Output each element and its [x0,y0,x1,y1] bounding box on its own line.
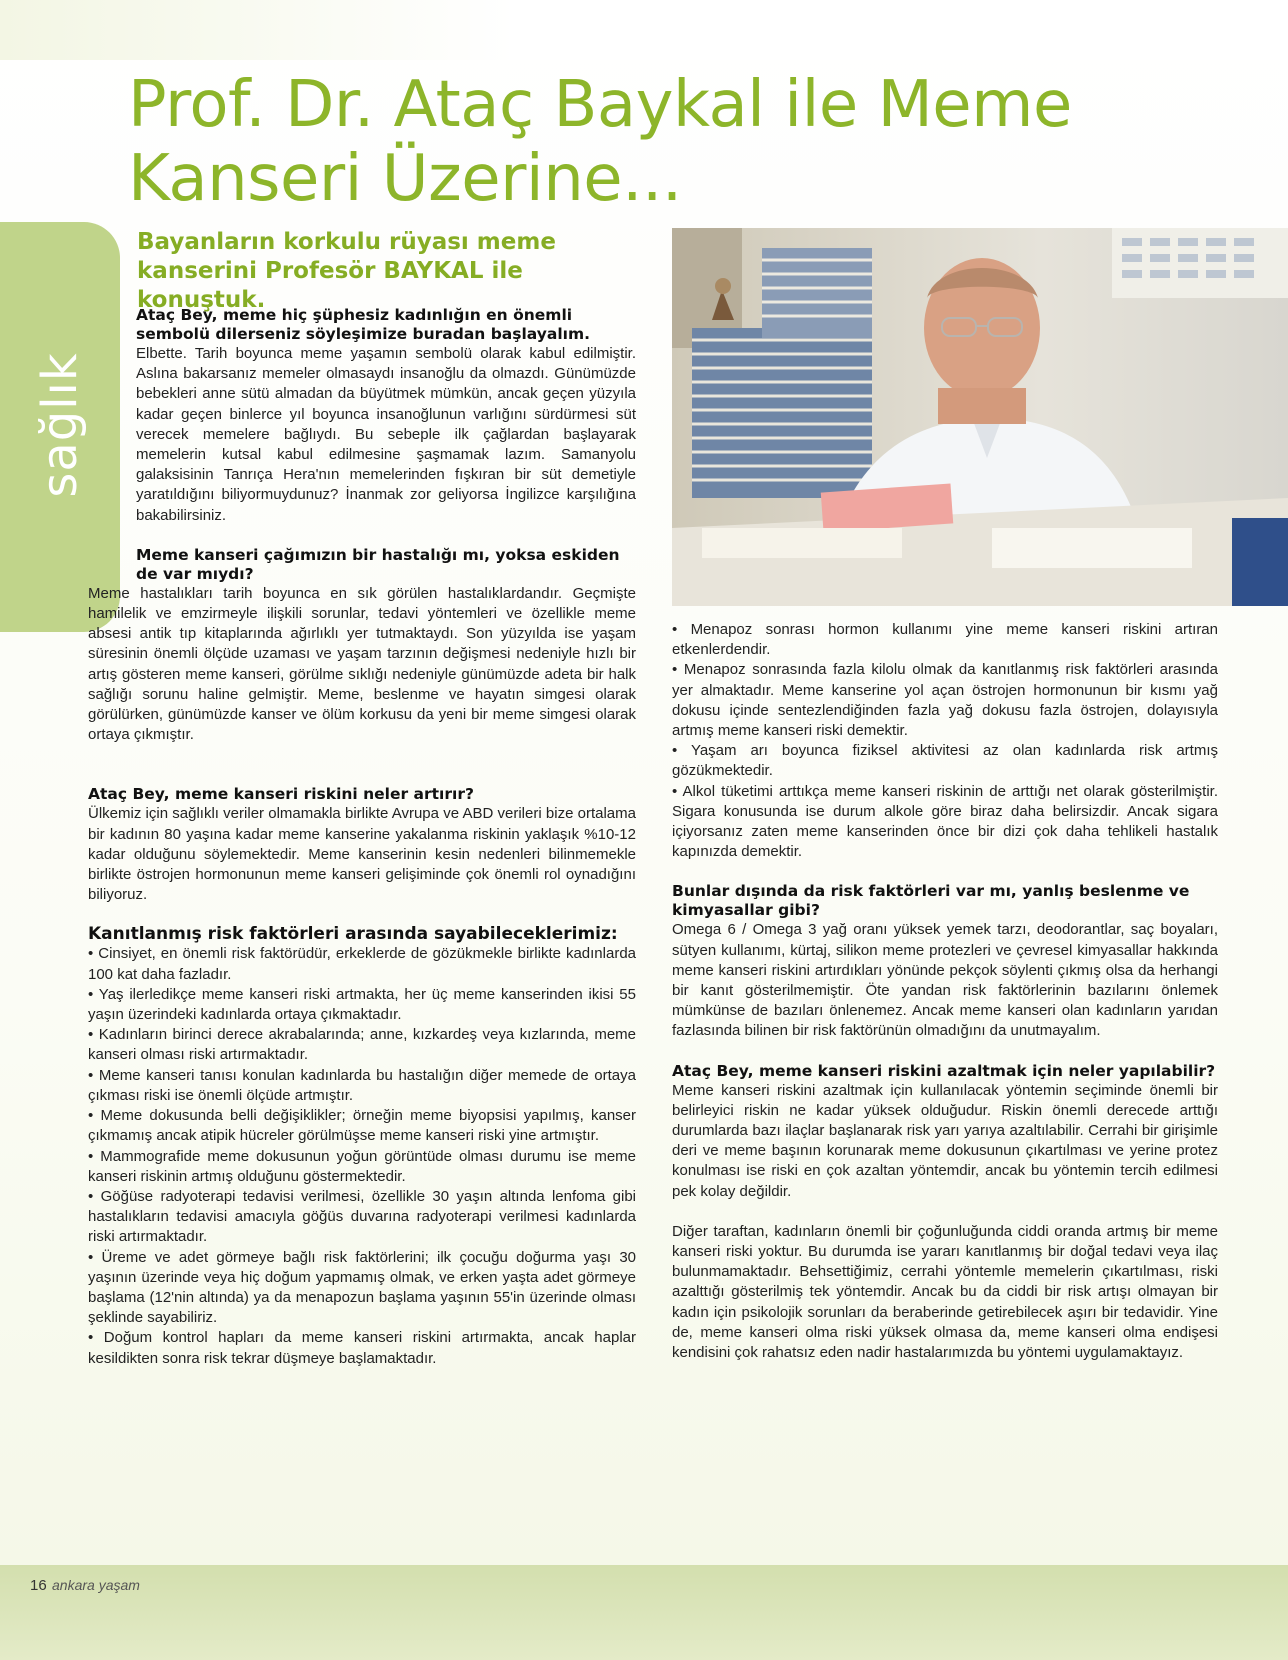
list-item: • Menapoz sonrasında fazla kilolu olmak da kanıtlanmış risk faktörleri arasında yer almaktadır. Meme kanserine yol açan östrojen hormonunun bir kısmı yağ dokusu içinde sentezlendiğinden fazla yağ dokusu fazla östrojen, dolayısıyla artmış meme kanseri riski demektir. [672,660,1218,741]
spacer [88,905,636,925]
answer-5: Omega 6 / Omega 3 yağ oranı yüksek yemek tarzı, deodorantlar, saç boyaları, sütyen kullanımı, kürtaj, silikon meme protezleri ve çevresel kimyasallar hakkında meme kanseri riskini artırdıkları yönünde pekçok söylenti çıkmış olsa da herhangi bir kanıt gösterilmemiştir. Öte yandan risk faktörlerinin bazılarını önlemek mümkünse de bazıları önlenemez. Ancak meme kanseri olan kadınların yarıdan fazlasında bilinen bir risk faktörünün olmadığını da unutmayalım. [672,921,1218,1040]
answer-1: Elbette. Tarih boyunca meme yaşamın sembolü olarak kabul edilmiştir. Aslına bakarsanız memeler olmasaydı insanoğlu da olmazdı. Günümüzde bebekleri anne sütü almadan da büyütmek mümkün, ancak geçen yüzyıla kadar geçen binlerce yıl boyunca insanoğlunun varlığını sürdürmesi süt verecek memelere bağlıydı. Bu sebeple ilk çağlardan başlayarak memelerin kutsal kabul edilmesine şaşmamak lazım. Samanyolu galaksisinin Tanrıça Hera'nın memelerinden fışkıran bir süt demetiyle yaratıldığını biliyormuydunuz? İnanmak zor geliyorsa İngilizce karşılığına bakabilirsiniz. [136,345,636,524]
list-item: • Alkol tüketimi arttıkça meme kanseri riskinin de arttığı net olarak gösterilmiştir. Sigara konusunda ise durum alkole göre biraz daha belirsizdir. Ancak sigara içiyorsanız zaten meme kanserinden önce bir dizi çok daha tehlikeli hastalık kapınızda demektir. [672,782,1218,863]
article-lede: Bayanların korkulu rüyası meme kanserini Profesör BAYKAL ile konuştuk. [137,229,556,313]
list-item: • Menapoz sonrası hormon kullanımı yine meme kanseri riskini artıran etkenlerdendir. [672,620,1218,660]
question-6: Ataç Bey, meme kanseri riskini azaltmak için neler yapılabilir? [672,1061,1216,1080]
magazine-name: ankara yaşam [52,1577,140,1593]
answer-3: Ülkemiz için sağlıklı veriler olmamakla birlikte Avrupa ve ABD verileri bize ortalama bir kadının 80 yaşına kadar meme kanserine yakalanma riskinin yaklaşık %10-12 kadar olduğunu söylemektedir. Meme kanserinin kesin nedenleri bilinmemekle birlikte östrojen hormonunun meme kanseri gelişiminde çok önemli rol oynadığını biliyoruz. [88,805,636,904]
question-1: Ataç Bey, meme hiç şüphesiz kadınlığın en önemli sembolü dilerseniz söyleşimize buradan başlayalım. [136,306,591,343]
section-tab-label: sağlık [32,352,88,498]
spacer [88,745,636,765]
question-4: Kanıtlanmış risk faktörleri arasında sayabileceklerimiz: [88,924,618,945]
portrait-photo-icon [672,228,1288,606]
portrait-photo [672,228,1288,606]
spacer [136,526,636,546]
answer-6: Meme kanseri riskini azaltmak için kullanılacak yöntemin seçiminde önemli bir belirleyici riskin ne kadar yüksek olduğudur. Riskin önemli derecede arttığı durumlarda bazı ilaçlar başlanarak risk yarı yarıya azaltılabilir. Cerrahi bir girişimle deri ve meme başının korunarak meme dokusunun çıkartılması ve yerine protez konulması ise riski en çok azaltan yöntemdir, ancak bu yöntemin tercih edilmesi pek kolay değildir. [672,1081,1218,1200]
list-item: • Meme dokusunda belli değişiklikler; örneğin meme biyopsisi yapılmış, kanser çıkmamış ancak atipik hücreler görülmüşse meme kanseri riski yine artmıştır. [88,1106,636,1146]
left-column [88,306,636,1369]
list-item: • Mammografide meme dokusunun yoğun görüntüde olması durumu ise meme kanseri riskinin artmış olduğunu göstermektedir. [88,1147,636,1187]
list-item: • Yaşam arı boyunca fiziksel aktivitesi az olan kadınlarda risk artmış gözükmektedir. [672,741,1218,781]
list-item: • Göğüse radyoterapi tedavisi verilmesi, özellikle 30 yaşın altında lenfoma gibi hastalıkların tedavisi amacıyla göğüs duvarına radyoterapi verilmesi kadınlarda riski artırmaktadır. [88,1187,636,1248]
answer-7: Diğer taraftan, kadınların önemli bir çoğunluğunda ciddi oranda artmış bir meme kanseri riski yoktur. Bu durumda ise yararı kanıtlanmış bir doğal tedavi veya ilaç bulunmamaktadır. Behsettiğimiz, cerrahi yöntemle memelerin çıkartılması, riski azalttığı gösterilmiş tek yöntemdir. Ancak bu da ciddi bir risk artışı olmayan bir kadın için psikolojik sorunları da beraberinde getirebilecek aşırı bir tedavidir. Yine de, meme kanseri olma riski yüksek olmasa da, meme kanseri olma endişesi kendisini çok rahatsız eden nadir hastalarımızda bu yöntemi uygulamaktayız. [672,1222,1218,1362]
article-title: Prof. Dr. Ataç Baykal ile Meme Kanseri Üzerine... [128,68,1072,216]
spacer [672,1202,1218,1222]
answer-2: Meme hastalıkları tarih boyunca en sık görülen hastalıklardandır. Geçmişte hamilelik ve emzirmeyle ilişkili sorunlar, tedavi yöntemleri ve özellikle meme absesi antik tıp kitaplarında ağırlıklı yer tutmaktaydı. Son yüzyılda ise yaşam süresinin önemli ölçüde uzaması ve yaşam tarzının değişmesi nedeniyle hızlı bir artış gösteren meme kanseri, görülme sıklığı nedeniyle günümüzde adeta bir halk sağlığı sorunu haline gelmiştir. Meme, beslenme ve hayatın simgesi olarak görülürken, günümüzde kanser ve ölüm korkusu da yeni bir meme simgesi olarak ortaya çıkmıştır. [88,584,636,744]
spacer [672,1042,1218,1062]
list-item: • Doğum kontrol hapları da meme kanseri riskini artırmakta, ancak haplar kesildikten sonra risk tekrar düşmeye başlamaktadır. [88,1328,636,1368]
list-item: • Kadınların birinci derece akrabalarında; anne, kızkardeş veya kızlarında, meme kanseri olması riski artırmaktadır. [88,1025,636,1065]
top-band [0,0,1288,60]
page-number: 16 [30,1577,47,1594]
list-item: • Üreme ve adet görmeye bağlı risk faktörlerini; ilk çocuğu doğurma yaşı 30 yaşının üzerinde veya hiç doğum yapmamış olmak, ve erken yaşta adet görmeye başlama (12'nin altında) ya da menapozun başlama yaşının 55'in üzerinde olması şeklinde sayabiliriz. [88,1248,636,1329]
question-3: Ataç Bey, meme kanseri riskini neler artırır? [88,785,474,804]
page-footer [0,1565,1288,1660]
spacer [672,862,1218,882]
question-5: Bunlar dışında da risk faktörleri var mı, yanlış beslenme ve kimyasallar gibi? [672,882,1190,920]
list-item: • Yaş ilerledikçe meme kanseri riski artmakta, her üç meme kanserinden ikisi 55 yaşın üzerindeki kadınlarda ortaya çıkmaktadır. [88,985,636,1025]
right-column [672,620,1218,1363]
question-2: Meme kanseri çağımızın bir hastalığı mı, yoksa eskiden de var mıydı? [136,545,620,583]
list-item: • Meme kanseri tanısı konulan kadınlarda bu hastalığın diğer memede de ortaya çıkması riski ise önemli ölçüde artmıştır. [88,1066,636,1106]
list-item: • Cinsiyet, en önemli risk faktörüdür, erkeklerde de gözükmekle birlikte kadınlarda 100 kat daha fazladır. [88,944,636,984]
spacer [88,765,636,785]
